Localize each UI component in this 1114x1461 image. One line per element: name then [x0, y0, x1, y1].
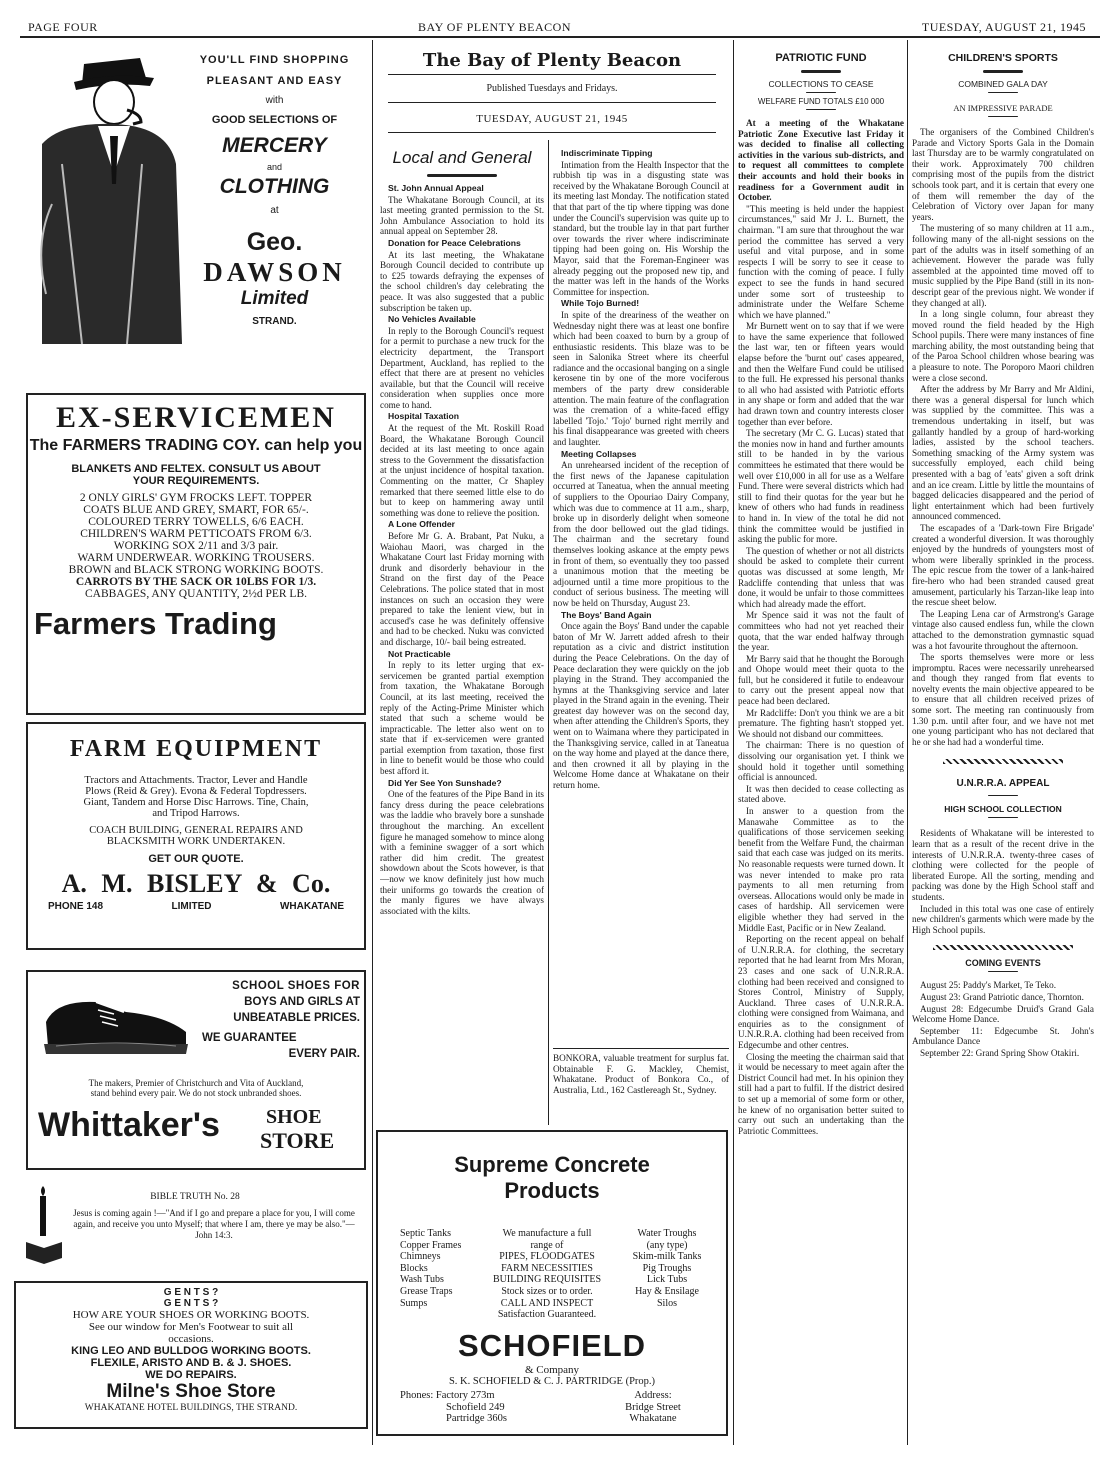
ornament — [988, 116, 1018, 117]
whittaker-line: WE GUARANTEE — [202, 1032, 297, 1044]
dawson-mercery: MERCERY — [222, 134, 327, 157]
article-paragraph: In answer to a question from the Manawahe Committee as to the qualifications of those servicemen seeking benefit from the Welfare Fund, the chairman said that each case was judged on its merits. No reasonable requests were turned down. It was never intended to make pro rata payments to all men returning from overseas. Allocations would only be made in cases of hardship. All servicemen were eligible whether they had served in the Middle East, Pacific or in New Zealand. — [738, 806, 904, 933]
article-paragraph: The Leaping Lena car of Armstrong's Garage vintage also caused endless fun, while the clown attached to the demonstration gymnastic squad was a hot favourite throughout the afternoon. — [912, 608, 1094, 651]
milne-line: WE DO REPAIRS. — [145, 1369, 237, 1381]
bisley-line: Tractors and Attachments. Tractor, Lever and Handle — [84, 775, 308, 786]
paper-name-header: BAY OF PLENTY BEACON — [418, 20, 572, 34]
farmers-logo: Farmers Trading — [34, 606, 277, 641]
farmers-line: CARROTS BY THE SACK OR 10LBS FOR 1/3. — [75, 576, 317, 588]
schofield-item: FARM NECESSITIES — [501, 1262, 593, 1274]
bisley-line: GET OUR QUOTE. — [148, 853, 244, 865]
schofield-item: Stock sizes or to order. — [501, 1285, 593, 1297]
farmers-line: BLANKETS AND FELTEX. CONSULT US ABOUT — [71, 463, 321, 475]
bible-truth-notice — [22, 1184, 368, 1272]
publication-days: Published Tuesdays and Fridays. — [486, 83, 618, 94]
dawson-line: YOU'LL FIND SHOPPING — [199, 54, 350, 66]
milne-line: KING LEO AND BULLDOG WORKING BOOTS. — [71, 1345, 311, 1357]
schofield-address: Address: — [634, 1390, 672, 1401]
ornament — [801, 70, 841, 73]
schofield-title: Supreme Concrete — [454, 1152, 650, 1177]
column-rule — [548, 140, 549, 1125]
bisley-title: FARM EQUIPMENT — [69, 736, 323, 762]
article-paragraph: Residents of Whakatane will be interested to learn that as a result of the recent drive in the interests of U.N.R.R.A. twenty-three cases of clothing were collected for the people of liberated Europe. All the sorting, mending and packing was done by the High School staff and students. — [912, 828, 1094, 902]
dawson-advertisement — [22, 44, 367, 364]
bisley-phone: PHONE 148 — [48, 901, 104, 912]
date-header: TUESDAY, AUGUST 21, 1945 — [921, 20, 1086, 34]
column-rule — [733, 40, 734, 1445]
article-body: At its last meeting, the Whakatane Borough Council decided to contribute up to £25 towards defraying the expenses of the school children's day celebrating the peace. It was also suggested that a public subscription be taken up. — [380, 249, 544, 313]
bisley-line: and Tripod Harrows. — [152, 808, 240, 819]
article-subtitle: AN IMPRESSIVE PARADE — [953, 103, 1053, 113]
bisley-name: A. M. BISLEY & Co. — [61, 869, 331, 898]
patriotic-fund-column — [738, 44, 904, 1439]
article-paragraph: Mr Barry said that he thought the Borough and Ohope would meet their quota to the full, but he considered it futile to endeavour to carry out the present appeal now that peace had been declared. — [738, 653, 904, 707]
divider-ornament — [943, 759, 1063, 764]
article-body: In reply to the Borough Council's request for a permit to purchase a new truck for the electricity department, the Transport Department, Auckland, has replied to the effect that there are at present no vehicles available, but that the Council will receive consideration when supplies once more come to hand. — [380, 325, 544, 410]
dawson-line: at — [270, 205, 279, 216]
bisley-place: WHAKATANE — [279, 901, 344, 912]
article-body: In reply to its letter urging that ex-servicemen be granted partial exemption from taxation, the Whakatane Borough Council, at its last meeting, received the reply of the Acting-Prime Minister which stated that such a scheme would be impracticable. The letter also went on to state that if ex-servicemen were granted partial exemption from taxation, those first in line to benefit would be those who could best afford it. — [380, 660, 544, 777]
whittaker-line: EVERY PAIR. — [288, 1048, 360, 1060]
article-paragraph: The mustering of so many children at 11 a.m., following many of the all-night sessions on the part of the adults was in itself something of an achievement. However the parade was fully assembled at the appointed time moved off to music supplied by the Pipe Band (still in its non-descript gear of the previous night. We wonder if they changed at all). — [912, 223, 1094, 308]
bisley-limited: LIMITED — [171, 901, 212, 912]
schofield-phone: Schofield 249 — [446, 1401, 505, 1413]
schofield-item: Copper Frames — [400, 1239, 462, 1251]
schofield-name: SCHOFIELD — [457, 1328, 647, 1363]
article-paragraph: In a long single column, four abreast they moved round the field headed by the High School pupils. There were many instances of fine marching ability, the most outstanding being that of the Paroa School children whose bearing was a pleasure to note. The Poroporo Maori children were a close second. — [912, 309, 1094, 383]
article-title: CHILDREN'S SPORTS — [948, 52, 1058, 64]
bisley-farm-equipment-advertisement — [26, 722, 366, 950]
article-heading: A Lone Offender — [388, 519, 455, 530]
masthead-rule — [388, 132, 716, 133]
article-paragraph: After the address by Mr Barry and Mr Aldini, there was a general dispersal for lunch which was supplied by the committee. This was a tremendous undertaking in itself, but was gallantly handled by a group of hard-working ladies, assisted by the school teachers. Something smacking of the Army system was successfully employed, each child being presented with a bag of 'eats' given a soft drink and an ice cream. Little by little the mountains of bagged delicacies disappeared and the period of light entertainment which had been furtively announced commenced. — [912, 384, 1094, 522]
ornament — [983, 70, 1023, 73]
article-heading: The Boys' Band Again — [561, 609, 652, 620]
article-heading: No Vehicles Available — [388, 314, 476, 325]
dawson-strand: STRAND. — [252, 316, 297, 327]
schofield-phone: Partridge 360s — [446, 1413, 507, 1424]
article-subtitle: COMBINED GALA DAY — [958, 79, 1048, 89]
page-number: PAGE FOUR — [28, 20, 98, 34]
schofield-item: Grease Traps — [400, 1285, 453, 1297]
article-body: An unrehearsed incident of the reception of the first news of the Japanese capitulation occurred at Taneatua, when the annual meeting of suppliers to the Opouriao Dairy Company, which was due to commence at 11 a.m., sharp, broke up in disorderly delight when someone from the door bellowed out the glad tidings. The chairman and the secretary found themselves looking askance at the empty pews in front of them, so eventually they too passed a unanimous motion that the meeting be adjourned until a time more propitious to the conduct of serious business. The meeting will now be held on Thursday, August 23. — [553, 460, 729, 608]
farmers-line: CABBAGES, ANY QUANTITY, 2½d PER LB. — [84, 588, 308, 600]
farmers-line: 2 ONLY GIRLS' GYM FROCKS LEFT. TOPPER — [79, 492, 313, 504]
dawson-line: PLEASANT AND EASY — [206, 75, 343, 87]
article-body: Once again the Boys' Band under the capable baton of Mr W. Jarrett added afresh to their reputation as a civic and district institution during the Peace Celebrations. On the day of Peace declaration they were quickly on the job playing in the Strand. They accompanied the hymns at the Thanksgiving service and later played in the Strand again in the evening. Their greatest day however was on the second day, when after attending the Children's Sports, they went on to Waimana where they participated in the Thanksgiving service, called in at Taneatua on the way home and played at the dance there, and then crowned it all by playing in the Welcome Home dance at Whakatane on their return home. — [553, 621, 729, 791]
event-item: August 23: Grand Patriotic dance, Thornton. — [920, 991, 1084, 1002]
local-general-column — [380, 144, 544, 1112]
ornament — [988, 795, 1018, 796]
article-paragraph: The question of whether or not all districts should be asked to complete their current quotas was discussed at some length, Mr Radcliffe contending that unless that was done, it would be unfair to those committees which had already made the effort. — [738, 545, 904, 609]
schofield-item: (any type) — [646, 1239, 688, 1251]
shoe-illustration — [36, 982, 196, 1072]
article-body: Intimation from the Health Inspector that the rubbish tip was in a disgusting state was received by the Whakatane Borough Council at its meeting last Monday. The notification stated that that part of the tip where tipping was done under the Council's supervision was quite up to standard, but the trouble lay in that part further over towards the river where indiscriminate tipping had been going on. His Worship the Mayor, said that the Foreman-Engineer was already pegging out the proposed new tip, and the matter was left in the hands of the Works Committee for inspection. — [553, 159, 729, 297]
milne-line: See our window for Men's Footwear to suit all — [88, 1321, 294, 1333]
article-paragraph: Included in this total was one case of entirely new children's garments which were made by the High School pupils. — [912, 903, 1094, 935]
milne-line: G E N T S ? — [163, 1287, 219, 1298]
whittaker-store: STORE — [260, 1128, 335, 1153]
schofield-item: CALL AND INSPECT — [500, 1297, 594, 1309]
unrra-subtitle: HIGH SCHOOL COLLECTION — [944, 804, 1062, 815]
whittaker-shoe: SHOE — [266, 1106, 322, 1128]
ornament — [988, 971, 1018, 972]
schofield-item: Blocks — [400, 1262, 428, 1274]
farmers-line: COATS BLUE AND GREY, SMART, FOR 65/-. — [83, 504, 309, 516]
article-heading: Hospital Taxation — [388, 411, 459, 422]
schofield-company: & Company — [524, 1364, 580, 1376]
article-paragraph: Closing the meeting the chairman said that it would be necessary to meet again after the District Council had met. In his opinion they still had a part to fulfil. If the district desired to set up a memorial of some form or other, he knew of no organisation better suited to carry out such an undertaking than the Patriotic Committees. — [738, 1051, 904, 1136]
article-paragraph: Mr Burnett went on to say that if we were to have the same experience that followed the last war, ten or fifteen years would elapse before the 'burnt out' cases appeared, and then the Welfare Fund could be utilised to the full. He expressed his personal thanks to all who had assisted with Patriotic efforts in any shape or form and added that the war had drawn town and country interests closer together than ever before. — [738, 321, 904, 427]
schofield-item: BUILDING REQUISITES — [492, 1274, 602, 1286]
farmers-title: EX-SERVICEMEN — [56, 401, 336, 434]
ornament — [806, 92, 836, 93]
article-body: The Whakatane Borough Council, at its last meeting granted permission to the St. John Ambulance Association to hold its annual appeal on September 28. — [380, 194, 544, 237]
article-paragraph: Mr Radcliffe: Don't you think we are a bit premature. The fighting hasn't stopped yet. We should not disband our committees. — [738, 707, 904, 739]
schofield-item: Wash Tubs — [400, 1274, 444, 1286]
dawson-line: with — [265, 95, 284, 106]
milne-line: FLEXILE, ARISTO AND B. & J. SHOES. — [90, 1357, 292, 1369]
milne-line: G E N T S ? — [163, 1298, 219, 1309]
title-rule — [388, 74, 716, 75]
divider — [553, 1048, 729, 1049]
article-heading: Donation for Peace Celebrations — [388, 237, 521, 248]
article-paragraph: The secretary (Mr C. G. Lucas) stated that the monies now in hand and further amounts still to be handed in by the various committees he estimated that there would be well over £10,000 in all for use as a Welfare Fund. There were several districts which had still to find their quotas for the year but he knew of others who had funds in readiness to hand in. In view of the total he did not think the committee would be justified in asking the public for more. — [738, 428, 904, 545]
whittaker-line: stand behind every pair. We do not stock unbranded shoes. — [90, 1088, 302, 1098]
schofield-item: Hay & Ensilage — [635, 1285, 699, 1297]
article-heading: Meeting Collapses — [561, 448, 637, 459]
section-title: Local and General — [392, 148, 532, 167]
milne-address: WHAKATANE HOTEL BUILDINGS, THE STRAND. — [84, 1403, 298, 1413]
whittaker-line: SCHOOL SHOES FOR — [232, 980, 360, 992]
events-title: COMING EVENTS — [965, 958, 1041, 969]
farmers-line: COLOURED TERRY TOWELLS, 6/6 EACH. — [88, 516, 304, 528]
ornament — [988, 817, 1018, 818]
bible-text: Jesus is coming again !—"And if I go and prepare a place for you, I will come again, and receive you unto Myself; that where I am, there ye may be also."—John 14:3. — [73, 1208, 355, 1240]
schofield-item: range of — [530, 1239, 564, 1251]
farmers-line: WARM UNDERWEAR. WORKING TROUSERS. — [77, 552, 315, 564]
event-item: August 25: Paddy's Market, Te Teko. — [920, 980, 1057, 991]
schofield-props: S. K. SCHOFIELD & C. J. PARTRIDGE (Prop.) — [448, 1376, 656, 1387]
dawson-name: DAWSON — [203, 257, 346, 287]
divider-ornament — [933, 945, 1073, 950]
article-heading: St. John Annual Appeal — [388, 183, 484, 193]
article-title: PATRIOTIC FUND — [775, 52, 867, 64]
farmers-trading-advertisement — [26, 393, 366, 715]
bible-title: BIBLE TRUTH No. 28 — [150, 1192, 240, 1202]
schofield-item: Septic Tanks — [400, 1228, 452, 1239]
masthead — [378, 44, 726, 148]
whittaker-name: Whittaker's — [38, 1106, 220, 1144]
milne-name: Milne's Shoe Store — [106, 1381, 276, 1402]
schofield-item: We manufacture a full — [502, 1228, 592, 1239]
event-item: September 22: Grand Spring Show Otakiri. — [920, 1047, 1080, 1058]
bisley-line: COACH BUILDING, GENERAL REPAIRS AND — [89, 825, 303, 836]
schofield-item: Pig Troughs — [642, 1262, 692, 1274]
ornament — [988, 92, 1018, 93]
bisley-line: Plows (Reid & Grey). Evona & Federal Topdressers. — [85, 786, 307, 797]
dawson-line: and — [266, 162, 283, 172]
schofield-phone: Phones: Factory 273m — [400, 1390, 495, 1401]
schofield-address: Bridge Street — [625, 1401, 681, 1413]
schofield-item: Water Troughs — [637, 1228, 697, 1239]
ornament — [427, 174, 497, 177]
article-heading: Indiscriminate Tipping — [561, 148, 653, 158]
man-in-coat-illustration — [22, 44, 187, 362]
article-paragraph: Mr Spence said it was not the fault of committees who had not yet reached their quota, that the war ended halfway through the year. — [738, 610, 904, 653]
schofield-item: Chimneys — [400, 1251, 441, 1263]
schofield-address: Whakatane — [629, 1413, 677, 1424]
farmers-line: YOUR REQUIREMENTS. — [132, 475, 260, 487]
unrra-title: U.N.R.R.A. APPEAL — [956, 778, 1050, 790]
article-paragraph: The sports themselves were more or less impromptu. Races were necessarily unrehearsed and though they ranged from flat events to novelty events the main objective appeared to be to ensure that all children received prizes of some sort. The meeting ran continuously from 1.30 p.m. until after four, and we have not met one young participant who has not declared that he or she had had a wonderful time. — [912, 652, 1094, 747]
article-body: In spite of the dreariness of the weather on Wednesday night there was at least one bonfire which had been coaxed to burn by a group of enthusiastic residents. This blaze was to be seen in Salonika Street where its cheerful radiance and the occasional banging on a single kerosene tin by one of the more vociferous members of the party drew considerable attention. The main feature of the conflagration was the cremation of a white-faced effigy labelled 'Tojo.' 'Tojo' burned right merrily and his final disappearance was greeted with cheers and laughter. — [553, 309, 729, 448]
farmers-line: CHILDREN'S WARM PETTICOATS FROM 6/3. — [80, 528, 312, 540]
dawson-line: GOOD SELECTIONS OF — [211, 114, 338, 126]
whittaker-line: UNBEATABLE PRICES. — [233, 1012, 360, 1024]
paper-title: The Bay of Plenty Beacon — [422, 50, 682, 71]
column-rule — [372, 40, 373, 1445]
dawson-clothing: CLOTHING — [219, 175, 330, 198]
news-column-3 — [553, 148, 729, 1038]
ornament — [806, 109, 836, 110]
article-subtitle: COLLECTIONS TO CEASE — [768, 79, 874, 89]
childrens-sports-column — [912, 44, 1094, 1439]
whittaker-line: BOYS AND GIRLS AT — [244, 996, 360, 1008]
article-heading: Not Practicable — [388, 648, 451, 659]
article-lead: At a meeting of the Whakatane Patriotic Zone Executive last Friday it was decided to finalise all collecting activities in the various sub-districts, and to request all committees to complete their accounts and hold their books in readiness for a Government audit in October. — [738, 118, 904, 203]
candle-book-icon — [24, 1184, 64, 1264]
bisley-line: Giant, Tandem and Horse Disc Harrows. Tine, Chain, — [83, 797, 309, 808]
article-paragraph: "This meeting is held under the happiest circumstances," said Mr J. L. Burnett, the chairman. "I am sure that throughout the war period the committee has served a very useful and vital purpose, and in some respects I will be sorry to see it cease to function with the coming of peace. I fully expect to see the funds in hand secured under some sort of trusteeship to administrate under the Welfare Scheme which we have planned." — [738, 203, 904, 320]
milne-line: occasions. — [168, 1333, 214, 1345]
article-heading: While Tojo Burned! — [561, 298, 640, 309]
article-paragraph: It was then decided to cease collecting as stated above. — [738, 783, 904, 805]
farmers-line: BROWN and BLACK STRONG WORKING BOOTS. — [68, 564, 324, 576]
article-paragraph: The escapades of a 'Dark-town Fire Brigade' created a wonderful diversion. It was thoroughly enjoyed by the hundreds of youngsters most of whom were liberally sprinkled in the process. The epic rescue from the tower of a lank-haired fire-hero who had been stranded caused great amusement, particularly his Tarzan-like leap into the rescue sheet below. — [912, 522, 1094, 608]
milne-shoe-store-advertisement — [14, 1281, 368, 1429]
schofield-concrete-advertisement — [376, 1130, 728, 1436]
article-paragraph: Reporting on the recent appeal on behalf of U.N.R.R.A. for clothing, the secretary reported that he had learnt from Mrs Moran, 23 cases and one sack of U.N.R.R.A. clothing had been received and consigned to Stores Control, Ministry of Supply, Auckland. Three cases of U.N.R.R.A. clothing were consigned from Waimana, and enquiries as to the consignment of U.N.R.R.A. clothing had been received from Edgecumbe and other centres. — [738, 934, 904, 1051]
schofield-item: Lick Tubs — [646, 1274, 688, 1286]
masthead-rule — [388, 102, 716, 103]
column-rule — [907, 40, 908, 1445]
farmers-line: WORKING SOX 2/11 and 3/3 pair. — [113, 540, 279, 552]
article-subtitle: WELFARE FUND TOTALS £10 000 — [757, 97, 885, 106]
schofield-item: Skim-milk Tanks — [632, 1251, 702, 1263]
whittaker-shoe-store-advertisement — [26, 970, 366, 1170]
schofield-title: Products — [504, 1178, 600, 1203]
whittaker-line: The makers, Premier of Christchurch and Vita of Auckland, — [88, 1078, 304, 1088]
bonkora-notice: BONKORA, valuable treatment for surplus fat. Obtainable F. G. Mackley, Chemist, Whakatane. Product of Bonkora Co., of Australia, Ltd., 162 Castlereagh St., Sydney. — [553, 1053, 729, 1095]
schofield-item: Silos — [656, 1297, 677, 1309]
event-item: August 28: Edgecumbe Druid's Grand Gala Welcome Home Dance. — [912, 1003, 1094, 1025]
schofield-item: PIPES, FLOODGATES — [499, 1251, 595, 1263]
schofield-item: Sumps — [400, 1297, 428, 1309]
article-body: At the request of the Mt. Roskill Road Board, the Whakatane Borough Council decided at its last meeting to once again stress to the Government the dissatisfaction at the unjust incidence of hospital taxation. Commenting on the matter, Cr Shapley remarked that there seemed little else to do but to keep on hammering away until something was done to relieve the position. — [380, 423, 544, 518]
article-paragraph: The organisers of the Combined Children's Parade and Victory Sports Gala in the Domain last Thursday are to be warmly congratulated on their work. Approximately 700 children comprising most of the pupils from the district schools took part, and it is certain that every one of them will remember the day of the Celebration of Victory over Japan for many years. — [912, 127, 1094, 222]
masthead-date: TUESDAY, AUGUST 21, 1945 — [476, 113, 628, 125]
article-paragraph: The chairman: There is no question of dissolving our organisation yet. I think we should hold it together until something official is announced. — [738, 740, 904, 783]
article-body: One of the features of the Pipe Band in its fancy dress during the peace celebrations was the laddie who bravely bore a sunshade throughout the marching. An excellent figure he managed somehow to mince along with a feminine swagger of a sort which rather did him credit. The greatest showdown about the Scots however, is that—now we know definitely just how much their uniforms go towards the creation of the manly figures we have always associated with the kilts. — [380, 789, 544, 916]
farmers-subtitle: The FARMERS TRADING COY. can help you — [29, 437, 363, 454]
article-body: Before Mr G. A. Brabant, Pat Nuku, a Waiohau Maori, was charged in the Whakatane Court last Friday morning with drunk and disorderly behaviour in the Strand on the first day of the Peace Celebrations. The police stated that in most instances on such an occasion they were prepared to take the lenient view, but in accused's case he was definitely offensive and had to be checked. Nuku was convicted and discharge, 10/- bail being estreated. — [380, 531, 544, 647]
dawson-limited: Limited — [240, 288, 309, 309]
event-item: September 11: Edgecumbe St. John's Ambulance Dance — [912, 1025, 1094, 1047]
milne-line: HOW ARE YOUR SHOES OR WORKING BOOTS. — [72, 1309, 310, 1321]
article-heading: Did Yer See Yon Sunshade? — [388, 777, 502, 788]
bisley-line: BLACKSMITH WORK UNDERTAKEN. — [106, 836, 286, 847]
header-rule — [20, 36, 1100, 38]
schofield-item: Satisfaction Guaranteed. — [497, 1309, 597, 1321]
dawson-geo: Geo. — [246, 228, 303, 256]
